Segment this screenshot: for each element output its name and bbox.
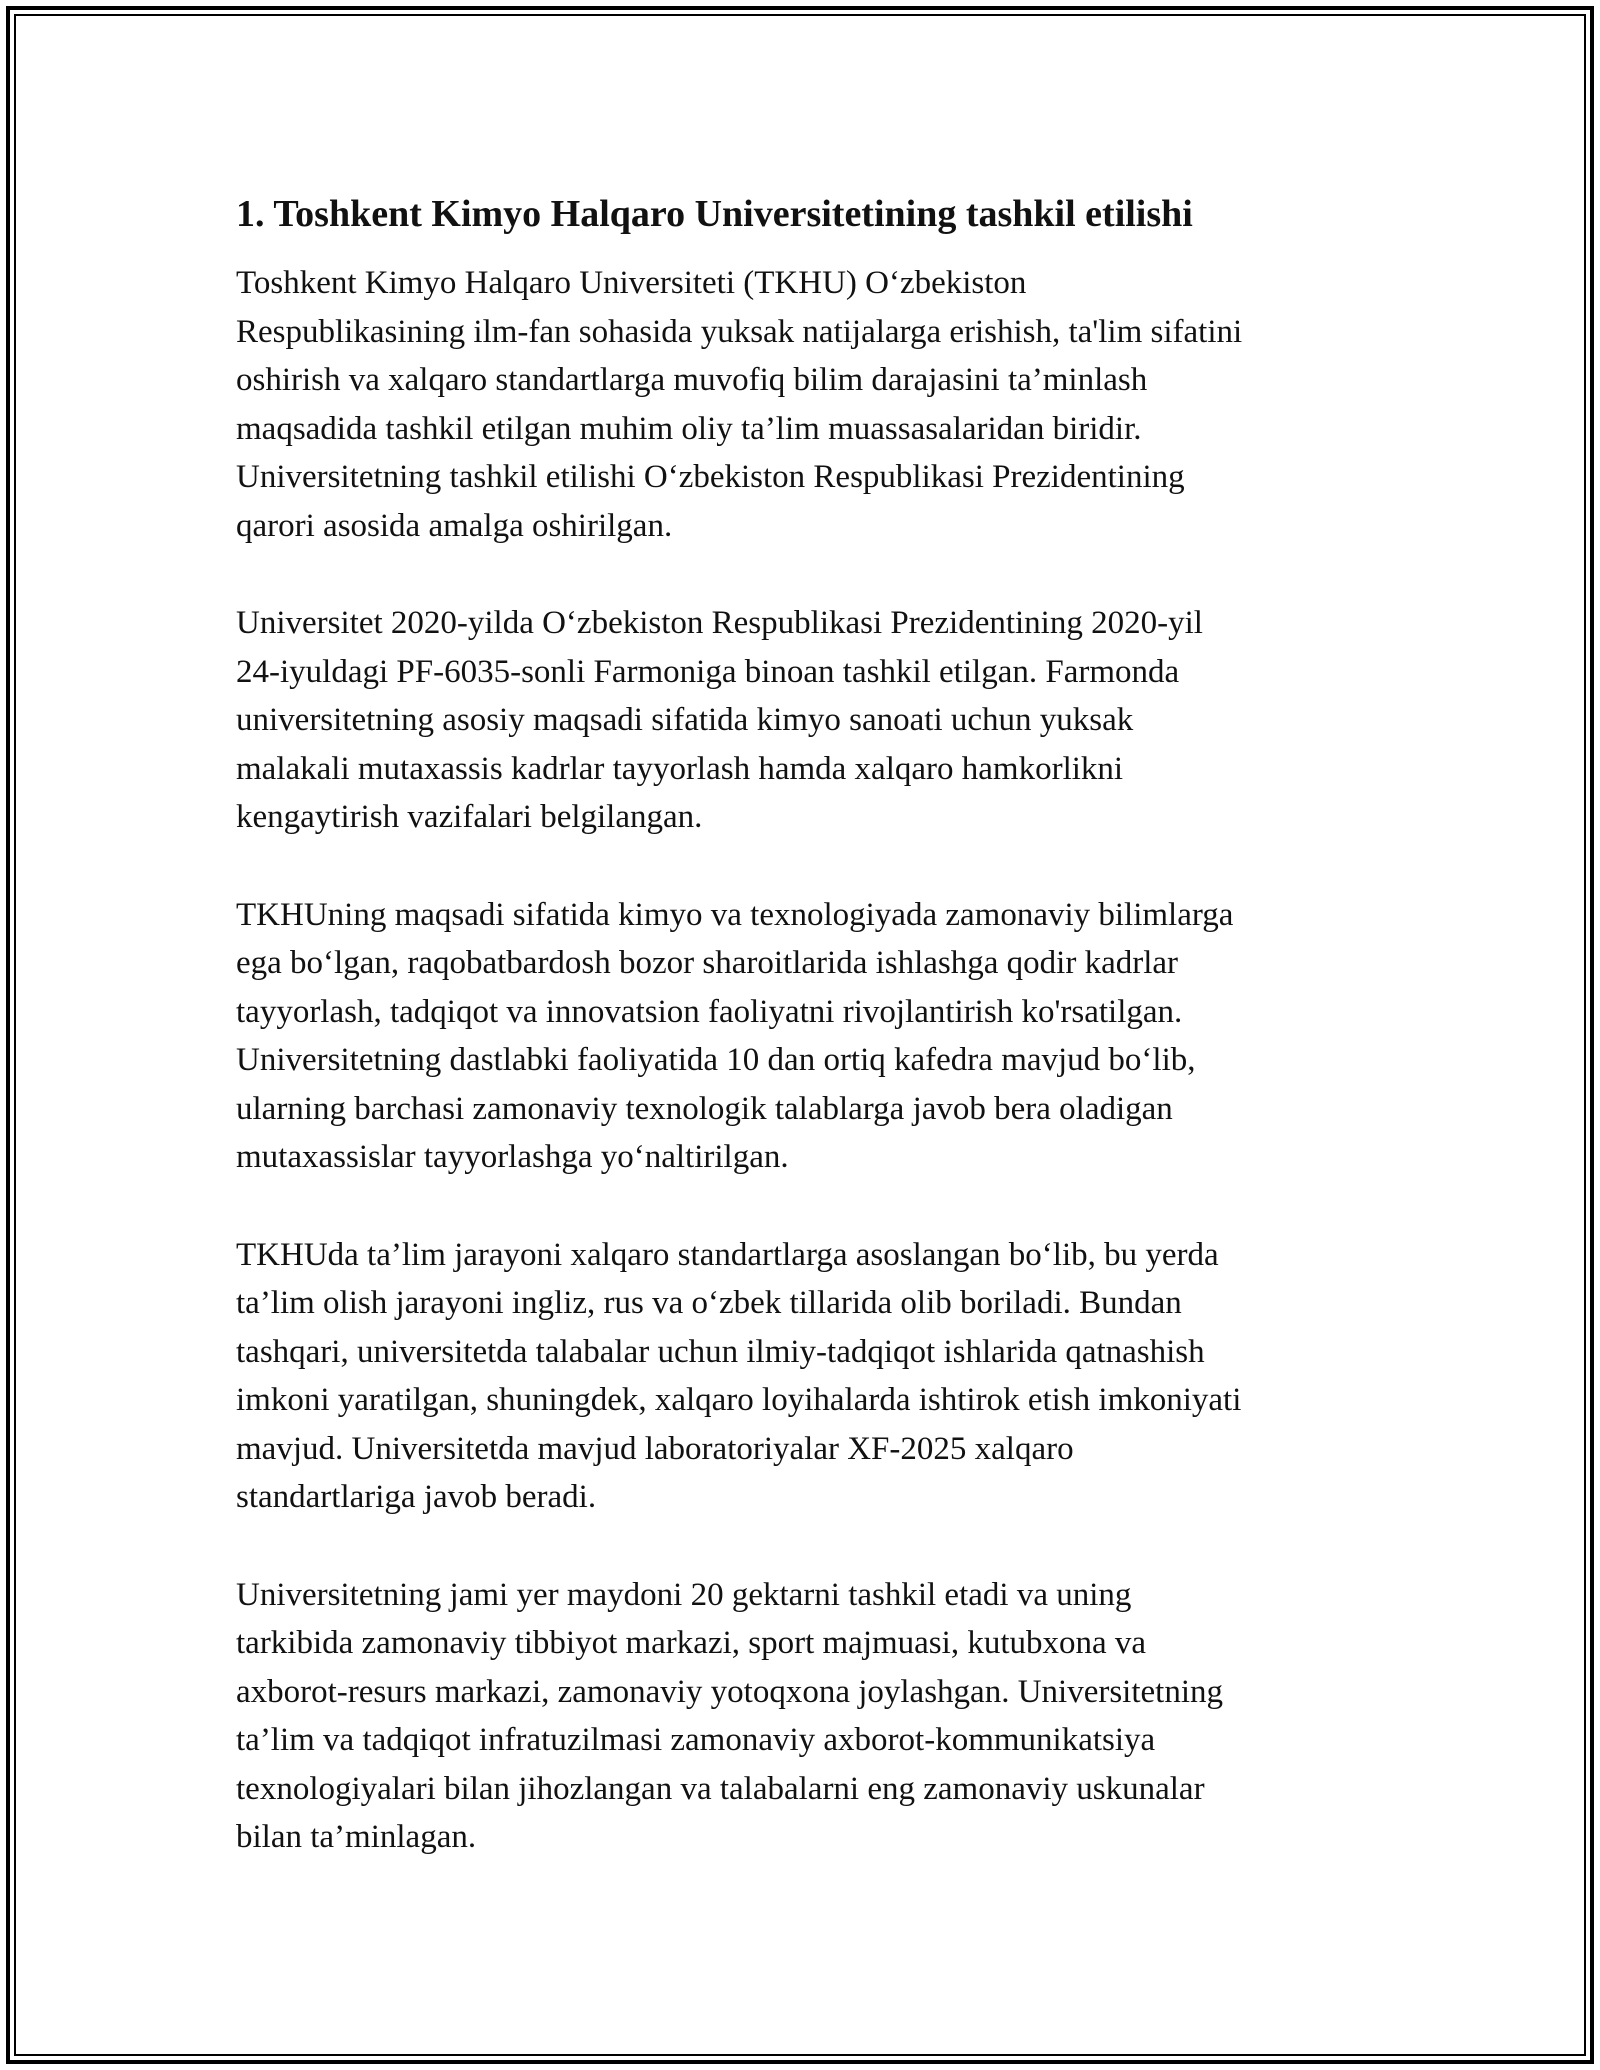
- paragraph-2: [236, 599, 1366, 842]
- text-line: Respublikasining ilm-fan sohasida yuksak natijalarga erishish, ta'lim sifatini: [236, 313, 1243, 350]
- text-line: malakali mutaxassis kadrlar tayyorlash hamda xalqaro hamkorlikni: [236, 750, 1124, 787]
- text-line: Toshkent Kimyo Halqaro Universiteti (TKHU) O‘zbekiston: [236, 265, 1027, 301]
- paragraph-3: [236, 891, 1366, 1182]
- text-line: oshirish va xalqaro standartlarga muvofiq bilim darajasini ta’minlash: [236, 362, 1148, 398]
- paragraph-4: [236, 1231, 1366, 1522]
- text-line: Universitetning jami yer maydoni 20 gektarni tashkil etadi va uning: [236, 1576, 1132, 1613]
- text-line: tayyorlash, tadqiqot va innovatsion faoliyatni rivojlantirish ko'rsatilgan.: [236, 993, 1183, 1030]
- text-line: standartlariga javob beradi.: [236, 1479, 597, 1515]
- text-line: texnologiyalari bilan jihozlangan va talabalarni eng zamonaviy uskunalar: [236, 1770, 1205, 1807]
- paragraph-1: [236, 259, 1366, 550]
- text-line: axborot-resurs markazi, zamonaviy yotoqxona joylashgan. Universitetning: [236, 1673, 1223, 1710]
- text-line: tashqari, universitetda talabalar uchun ilmiy-tadqiqot ishlarida qatnashish: [236, 1333, 1205, 1370]
- section-heading: 1. Toshkent Kimyo Halqaro Universitetining tashkil etilishi: [236, 193, 1193, 235]
- text-line: universitetning asosiy maqsadi sifatida kimyo sanoati uchun yuksak: [236, 702, 1134, 738]
- text-line: mavjud. Universitetda mavjud laboratoriyalar XF-2025 xalqaro: [236, 1430, 1074, 1467]
- paragraph-5: [236, 1571, 1366, 1862]
- text-line: Universitetning dastlabki faoliyatida 10 dan ortiq kafedra mavjud bo‘lib,: [236, 1042, 1196, 1078]
- text-line: qarori asosida amalga oshirilgan.: [236, 507, 673, 544]
- text-line: maqsadida tashkil etilgan muhim oliy ta’lim muassasalaridan biridir.: [236, 410, 1142, 447]
- text-line: Universitet 2020-yilda O‘zbekiston Respublikasi Prezidentining 2020-yil: [236, 605, 1203, 641]
- text-line: TKHUning maqsadi sifatida kimyo va texnologiyada zamonaviy bilimlarga: [236, 896, 1234, 933]
- text-line: imkoni yaratilgan, shuningdek, xalqaro loyihalarda ishtirok etish imkoniyati: [236, 1382, 1242, 1418]
- text-line: 24-iyuldagi PF-6035-sonli Farmoniga binoan tashkil etilgan. Farmonda: [236, 653, 1180, 690]
- text-line: tarkibida zamonaviy tibbiyot markazi, sport majmuasi, kutubxona va: [236, 1625, 1147, 1661]
- text-line: kengaytirish vazifalari belgilangan.: [236, 799, 703, 835]
- text-line: bilan ta’minlagan.: [236, 1819, 477, 1855]
- text-line: TKHUda ta’lim jarayoni xalqaro standartlarga asoslangan bo‘lib, bu yerda: [236, 1236, 1219, 1273]
- text-line: mutaxassislar tayyorlashga yo‘naltirilgan.: [236, 1139, 789, 1175]
- text-line: ta’lim olish jarayoni ingliz, rus va o‘zbek tillarida olib boriladi. Bundan: [236, 1285, 1182, 1321]
- text-line: ega bo‘lgan, raqobatbardosh bozor sharoitlarida ishlashga qodir kadrlar: [236, 945, 1179, 981]
- text-line: ta’lim va tadqiqot infratuzilmasi zamonaviy axborot-kommunikatsiya: [236, 1722, 1156, 1758]
- text-line: Universitetning tashkil etilishi O‘zbekiston Respublikasi Prezidentining: [236, 459, 1185, 495]
- document-body: [236, 185, 1366, 1911]
- text-line: ularning barchasi zamonaviy texnologik talablarga javob bera oladigan: [236, 1090, 1173, 1127]
